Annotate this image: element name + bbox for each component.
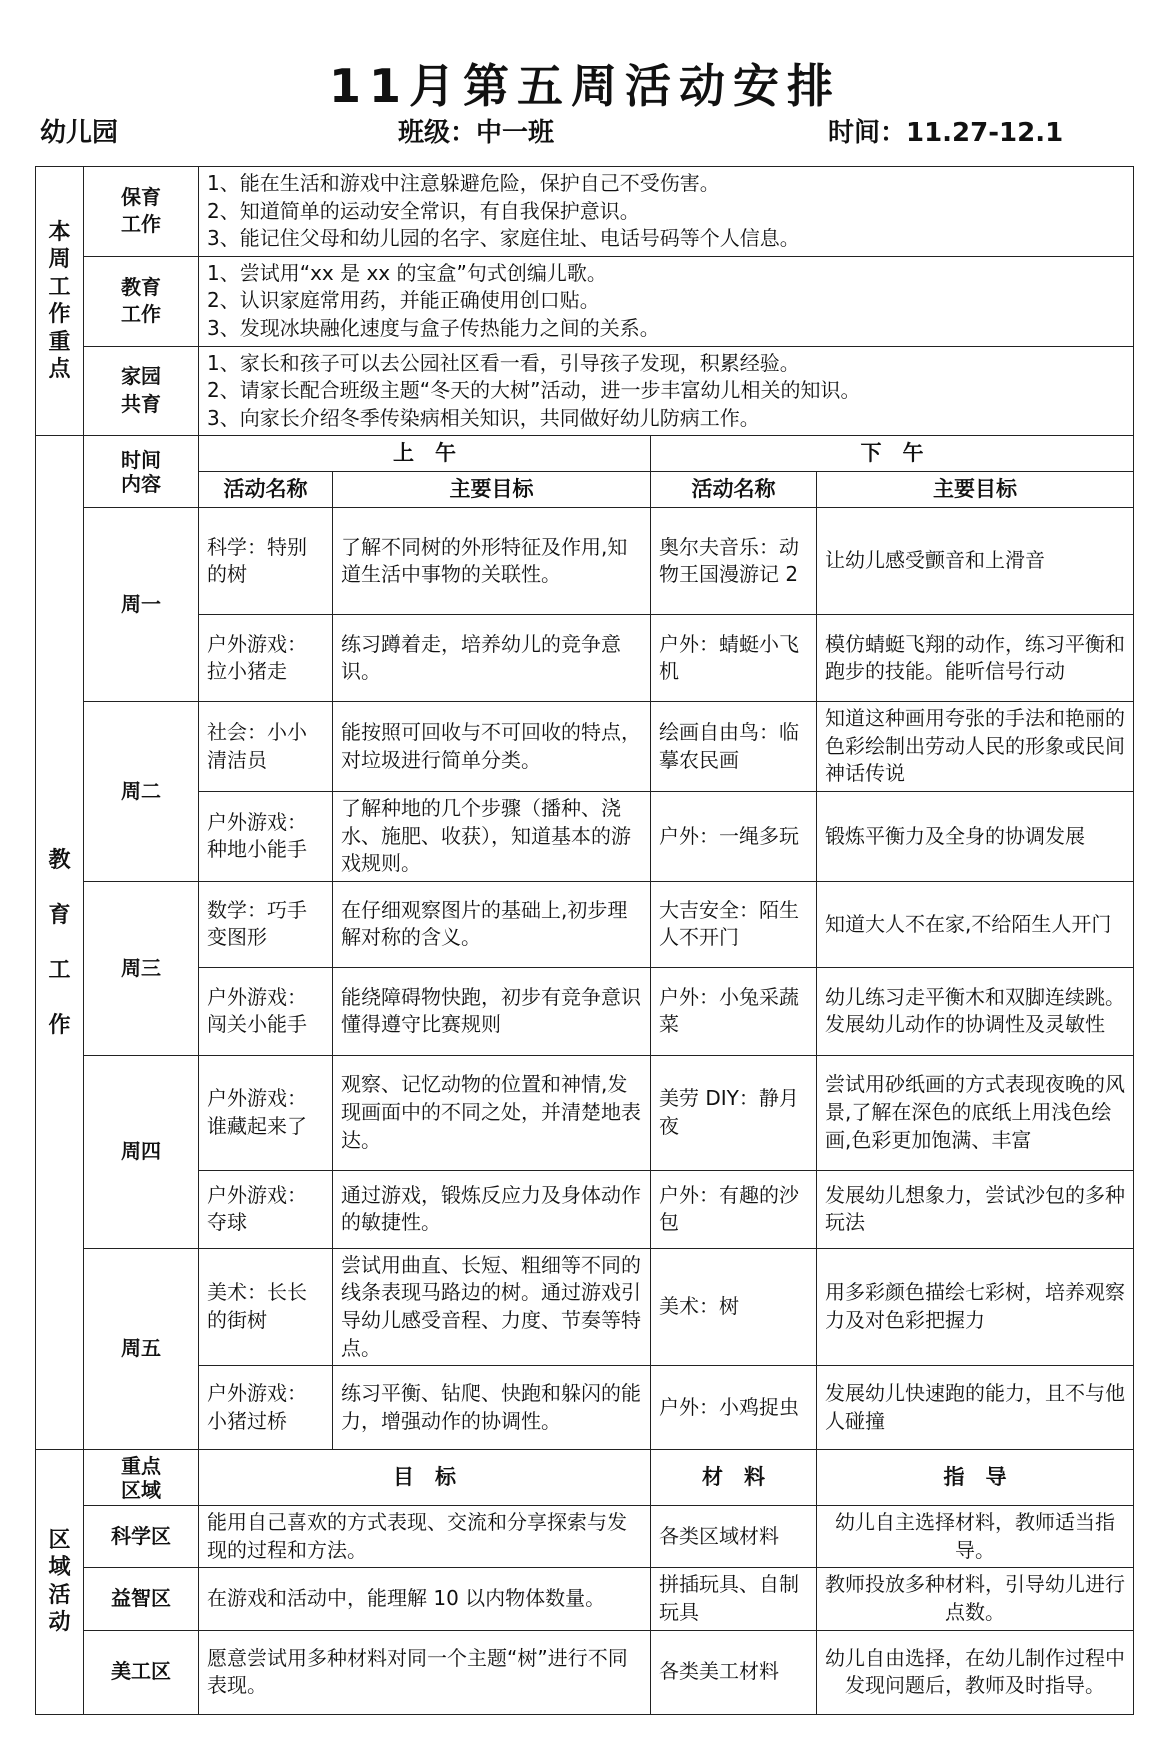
area-goal-header: 目 标 — [199, 1450, 651, 1506]
pm-activity-name: 绘画自由鸟：临摹农民画 — [651, 702, 817, 792]
area-name: 科学区 — [84, 1506, 199, 1568]
am-activity-name: 户外游戏：小猪过桥 — [199, 1366, 333, 1450]
table-row — [36, 1248, 1134, 1365]
area-section-label: 区 域 活 动 — [36, 1450, 84, 1714]
area-goal: 能用自己喜欢的方式表现、交流和分享探索与发现的过程和方法。 — [199, 1506, 651, 1568]
pm-main-goal: 发展幼儿快速跑的能力，且不与他人碰撞 — [817, 1366, 1134, 1450]
focus-row-care — [36, 167, 1134, 257]
pm-main-goal: 幼儿练习走平衡木和双脚连续跳。发展幼儿动作的协调性及灵敏性 — [817, 967, 1134, 1055]
table-row — [36, 1055, 1134, 1170]
focus-item: 1、能在生活和游戏中注意躲避危险，保护自己不受伤害。 — [207, 171, 720, 195]
time-content-label: 时间 内容 — [84, 436, 199, 508]
pm-activity-name: 户外：小鸡捉虫 — [651, 1366, 817, 1450]
morning-header: 上 午 — [199, 436, 651, 472]
am-activity-name: 户外游戏：闯关小能手 — [199, 967, 333, 1055]
am-activity-name-header: 活动名称 — [199, 472, 333, 508]
am-activity-name: 户外游戏：谁藏起来了 — [199, 1055, 333, 1170]
focus-item: 1、家长和孩子可以去公园社区看一看，引导孩子发现，积累经验。 — [207, 350, 800, 375]
area-row — [36, 1630, 1134, 1714]
day-label-thu: 周四 — [84, 1055, 199, 1248]
day-label-tue: 周二 — [84, 702, 199, 882]
pm-activity-name: 户外：小兔采蔬菜 — [651, 967, 817, 1055]
pm-activity-name: 美劳 DIY：静月夜 — [651, 1055, 817, 1170]
am-main-goal: 能按照可回收与不可回收的特点，对垃圾进行简单分类。 — [333, 702, 651, 792]
pm-main-goal: 知道这种画用夸张的手法和艳丽的色彩绘制出劳动人民的形象或民间神话传说 — [817, 702, 1134, 792]
focus-label-home: 家园 共育 — [84, 346, 199, 436]
focus-label-education: 教育 工作 — [84, 256, 199, 346]
focus-item: 3、发现冰块融化速度与盒子传热能力之间的关系。 — [207, 315, 660, 340]
am-activity-name: 户外游戏：夺球 — [199, 1170, 333, 1248]
area-material: 拼插玩具、自制玩具 — [651, 1568, 817, 1630]
day-label-wed: 周三 — [84, 881, 199, 1055]
area-name: 美工区 — [84, 1630, 199, 1714]
focus-item: 2、知道简单的运动安全常识，有自我保护意识。 — [207, 198, 640, 223]
focus-items-care — [199, 167, 1134, 257]
table-row — [36, 702, 1134, 792]
table-row — [36, 615, 1134, 702]
pm-activity-name: 大吉安全：陌生人不开门 — [651, 881, 817, 967]
pm-main-goal: 锻炼平衡力及全身的协调发展 — [817, 792, 1134, 882]
am-main-goal-header: 主要目标 — [333, 472, 651, 508]
am-main-goal: 观察、记忆动物的位置和神情,发现画面中的不同之处，并清楚地表达。 — [333, 1055, 651, 1170]
focus-items-education — [199, 256, 1134, 346]
am-main-goal: 尝试用曲直、长短、粗细等不同的线条表现马路边的树。通过游戏引导幼儿感受音程、力度、节奏等特点。 — [333, 1248, 651, 1365]
area-row — [36, 1506, 1134, 1568]
focus-item: 2、认识家庭常用药，并能正确使用创口贴。 — [207, 288, 600, 313]
area-material-header: 材 料 — [651, 1450, 817, 1506]
table-row — [36, 508, 1134, 615]
day-label-fri: 周五 — [84, 1248, 199, 1449]
pm-main-goal: 知道大人不在家,不给陌生人开门 — [817, 881, 1134, 967]
table-row — [36, 1170, 1134, 1248]
pm-main-goal-header: 主要目标 — [817, 472, 1134, 508]
table-row — [36, 881, 1134, 967]
area-goal: 在游戏和活动中，能理解 10 以内物体数量。 — [199, 1568, 651, 1630]
class-label: 班级：中一班 — [398, 118, 555, 148]
focus-item: 3、能记住父母和幼儿园的名字、家庭住址、电话号码等个人信息。 — [207, 226, 800, 251]
pm-main-goal: 尝试用砂纸画的方式表现夜晚的风景,了解在深色的底纸上用浅色绘画,色彩更加饱满、丰富 — [817, 1055, 1134, 1170]
am-activity-name: 社会：小小清洁员 — [199, 702, 333, 792]
pm-main-goal: 模仿蜻蜓飞翔的动作，练习平衡和跑步的技能。能听信号行动 — [817, 615, 1134, 702]
date-range: 时间：11.27-12.1 — [828, 118, 1064, 148]
am-main-goal: 通过游戏，锻炼反应力及身体动作的敏捷性。 — [333, 1170, 651, 1248]
school-name: 幼儿园 — [40, 118, 119, 148]
day-label-mon: 周一 — [84, 508, 199, 702]
pm-activity-name: 美术：树 — [651, 1248, 817, 1365]
pm-activity-name: 户外：蜻蜓小飞机 — [651, 615, 817, 702]
pm-activity-name-header: 活动名称 — [651, 472, 817, 508]
focus-row-home — [36, 346, 1134, 436]
pm-main-goal: 让幼儿感受颤音和上滑音 — [817, 508, 1134, 615]
am-main-goal: 练习蹲着走，培养幼儿的竞争意识。 — [333, 615, 651, 702]
area-guide: 幼儿自由选择，在幼儿制作过程中发现问题后，教师及时指导。 — [817, 1630, 1134, 1714]
area-material: 各类区域材料 — [651, 1506, 817, 1568]
pm-activity-name: 户外：有趣的沙包 — [651, 1170, 817, 1248]
area-guide: 教师投放多种材料，引导幼儿进行点数。 — [817, 1568, 1134, 1630]
education-section-label: 教 育 工 作 — [36, 436, 84, 1450]
area-material: 各类美工材料 — [651, 1630, 817, 1714]
table-row — [36, 792, 1134, 882]
focus-item: 3、向家长介绍冬季传染病相关知识，共同做好幼儿防病工作。 — [207, 405, 760, 430]
table-row — [36, 967, 1134, 1055]
focus-label-care: 保育 工作 — [84, 167, 199, 257]
schedule-table — [35, 166, 1134, 1715]
am-activity-name: 美术：长长的街树 — [199, 1248, 333, 1365]
focus-items-home — [199, 346, 1134, 436]
am-activity-name: 户外游戏：种地小能手 — [199, 792, 333, 882]
education-header-row — [36, 436, 1134, 472]
am-activity-name: 科学：特别的树 — [199, 508, 333, 615]
pm-main-goal: 用多彩颜色描绘七彩树，培养观察力及对色彩把握力 — [817, 1248, 1134, 1365]
area-name: 益智区 — [84, 1568, 199, 1630]
area-header-row — [36, 1450, 1134, 1506]
area-goal: 愿意尝试用多种材料对同一个主题“树”进行不同表现。 — [199, 1630, 651, 1714]
am-activity-name: 数学：巧手变图形 — [199, 881, 333, 967]
focus-item: 2、请家长配合班级主题“冬天的大树”活动，进一步丰富幼儿相关的知识。 — [207, 378, 861, 403]
am-main-goal: 了解种地的几个步骤（播种、浇水、施肥、收获），知道基本的游戏规则。 — [333, 792, 651, 882]
focus-item: 1、尝试用“xx 是 xx 的宝盒”句式创编儿歌。 — [207, 260, 607, 285]
pm-activity-name: 奥尔夫音乐：动物王国漫游记 2 — [651, 508, 817, 615]
am-main-goal: 能绕障碍物快跑，初步有竞争意识懂得遵守比赛规则 — [333, 967, 651, 1055]
key-area-label: 重点 区域 — [84, 1450, 199, 1506]
am-activity-name: 户外游戏：拉小猪走 — [199, 615, 333, 702]
am-main-goal: 在仔细观察图片的基础上,初步理解对称的含义。 — [333, 881, 651, 967]
area-guide: 幼儿自主选择材料，教师适当指导。 — [817, 1506, 1134, 1568]
pm-main-goal: 发展幼儿想象力，尝试沙包的多种玩法 — [817, 1170, 1134, 1248]
am-main-goal: 练习平衡、钻爬、快跑和躲闪的能力，增强动作的协调性。 — [333, 1366, 651, 1450]
am-main-goal: 了解不同树的外形特征及作用,知道生活中事物的关联性。 — [333, 508, 651, 615]
table-row — [36, 1366, 1134, 1450]
area-guide-header: 指 导 — [817, 1450, 1134, 1506]
focus-section-label: 本 周 工 作 重 点 — [36, 167, 84, 436]
pm-activity-name: 户外：一绳多玩 — [651, 792, 817, 882]
focus-row-education — [36, 256, 1134, 346]
education-subheader-row — [36, 472, 1134, 508]
page-title: 11月第五周活动安排 — [328, 59, 841, 113]
area-row — [36, 1568, 1134, 1630]
afternoon-header: 下 午 — [651, 436, 1134, 472]
